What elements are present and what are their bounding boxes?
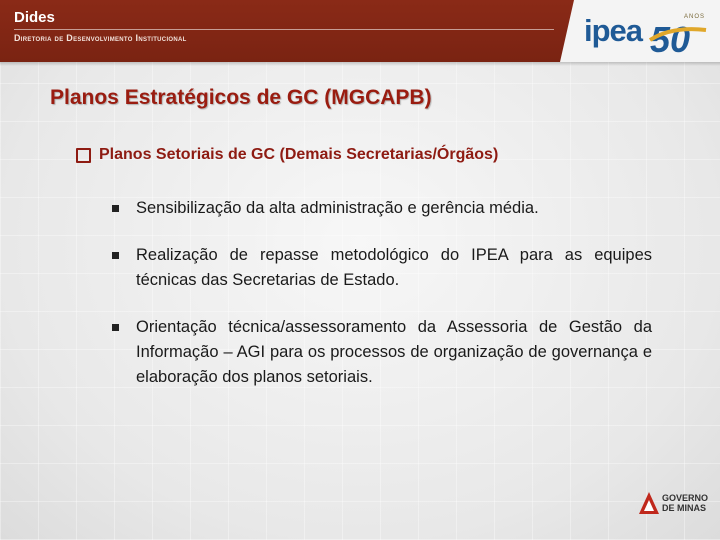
slide-title: Planos Estratégicos de GC (MGCAPB) <box>50 86 432 109</box>
square-bullet-icon <box>112 205 119 212</box>
bullet-item <box>112 196 652 221</box>
ipea-logo-text: ipea <box>584 13 643 48</box>
bullet-list <box>112 196 652 412</box>
bullet-item <box>112 243 652 293</box>
header-shadow <box>0 62 720 66</box>
bullet-text: Realização de repasse metodológico do IPEA para as equipes técnicas das Secretarias de Estado. <box>136 246 652 289</box>
gov-line2: DE MINAS <box>662 503 707 513</box>
checkbox-bullet-icon <box>76 148 91 163</box>
governo-de-minas-text <box>662 493 708 513</box>
brand-name: Dides <box>14 9 55 26</box>
level1-item <box>76 146 676 164</box>
ipea-50-anos-badge-icon <box>648 10 710 56</box>
gov-line1: GOVERNO <box>662 493 709 503</box>
square-bullet-icon <box>112 324 119 331</box>
header-divider <box>14 29 554 30</box>
bullet-text: Orientação técnica/assessoramento da Assessoria de Gestão da Informação – AGI para os processos de organização de governança e elaboração dos planos setoriais. <box>136 318 652 386</box>
level1-text: Planos Setoriais de GC (Demais Secretarias/Órgãos) <box>99 146 499 163</box>
bullet-text: Sensibilização da alta administração e gerência média. <box>136 199 539 217</box>
governo-de-minas-logo-icon <box>638 490 660 516</box>
header-subtitle: Diretoria de Desenvolvimento Institucional <box>14 33 187 43</box>
square-bullet-icon <box>112 252 119 259</box>
badge-word: ANOS <box>684 14 706 20</box>
badge-number: 50 <box>650 19 691 56</box>
bullet-item <box>112 315 652 390</box>
